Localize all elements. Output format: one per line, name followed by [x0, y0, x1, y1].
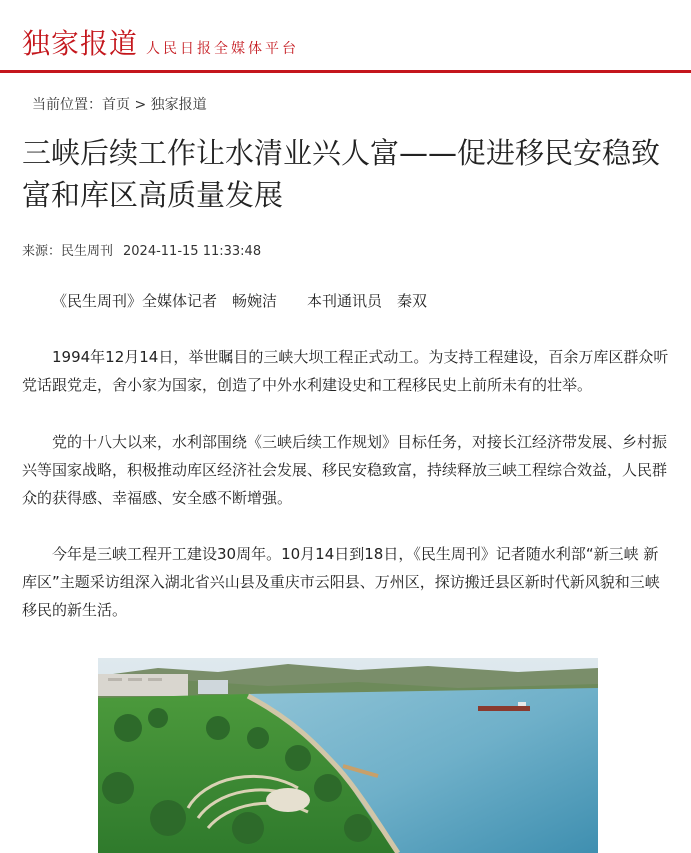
- breadcrumb: [32, 94, 207, 114]
- article-byline: 《民生周刊》全媒体记者 畅婉洁 本刊通讯员 秦双: [52, 292, 428, 310]
- breadcrumb-separator: >: [130, 97, 151, 113]
- article-paragraph: 今年是三峡工程开工建设30周年。10月14日到18日，《民生周刊》记者随水利部“新三峡 新库区”主题采访组深入湖北省兴山县及重庆市云阳县、万州区，探访搬迁县区新时代新风貌和三峡移民的新生活。: [22, 545, 660, 619]
- article-paragraph: 1994年12月14日，举世瞩目的三峡大坝工程正式动工。为支持工程建设，百余万库区群众听党话跟党走，舍小家为国家，创造了中外水利建设史和工程移民史上前所未有的壮举。: [22, 348, 669, 394]
- article-title: 三峡后续工作让水清业兴人富——促进移民安稳致富和库区高质量发展: [22, 136, 661, 212]
- breadcrumb-prefix: 当前位置：: [32, 97, 102, 113]
- site-logo[interactable]: 独家报道: [22, 27, 139, 60]
- breadcrumb-current-link[interactable]: 独家报道: [150, 97, 207, 113]
- article-meta: [22, 240, 271, 259]
- article-photo: [98, 658, 598, 853]
- site-tagline: 人民日报全媒体平台: [146, 41, 299, 57]
- article-datetime: 2024-11-15 11:33:48: [123, 244, 262, 259]
- riverside-park-photo: [98, 658, 598, 853]
- article-source: 来源：民生周刊: [22, 244, 114, 259]
- header-divider: [0, 70, 691, 73]
- breadcrumb-home-link[interactable]: 首页: [102, 97, 130, 113]
- site-header: [0, 0, 691, 72]
- article-paragraph: 党的十八大以来，水利部围绕《三峡后续工作规划》目标任务，对接长江经济带发展、乡村振兴等国家战略，积极推动库区经济社会发展、移民安稳致富，持续释放三峡工程综合效益，人民群众的获得感、幸福感、安全感不断增强。: [22, 433, 668, 507]
